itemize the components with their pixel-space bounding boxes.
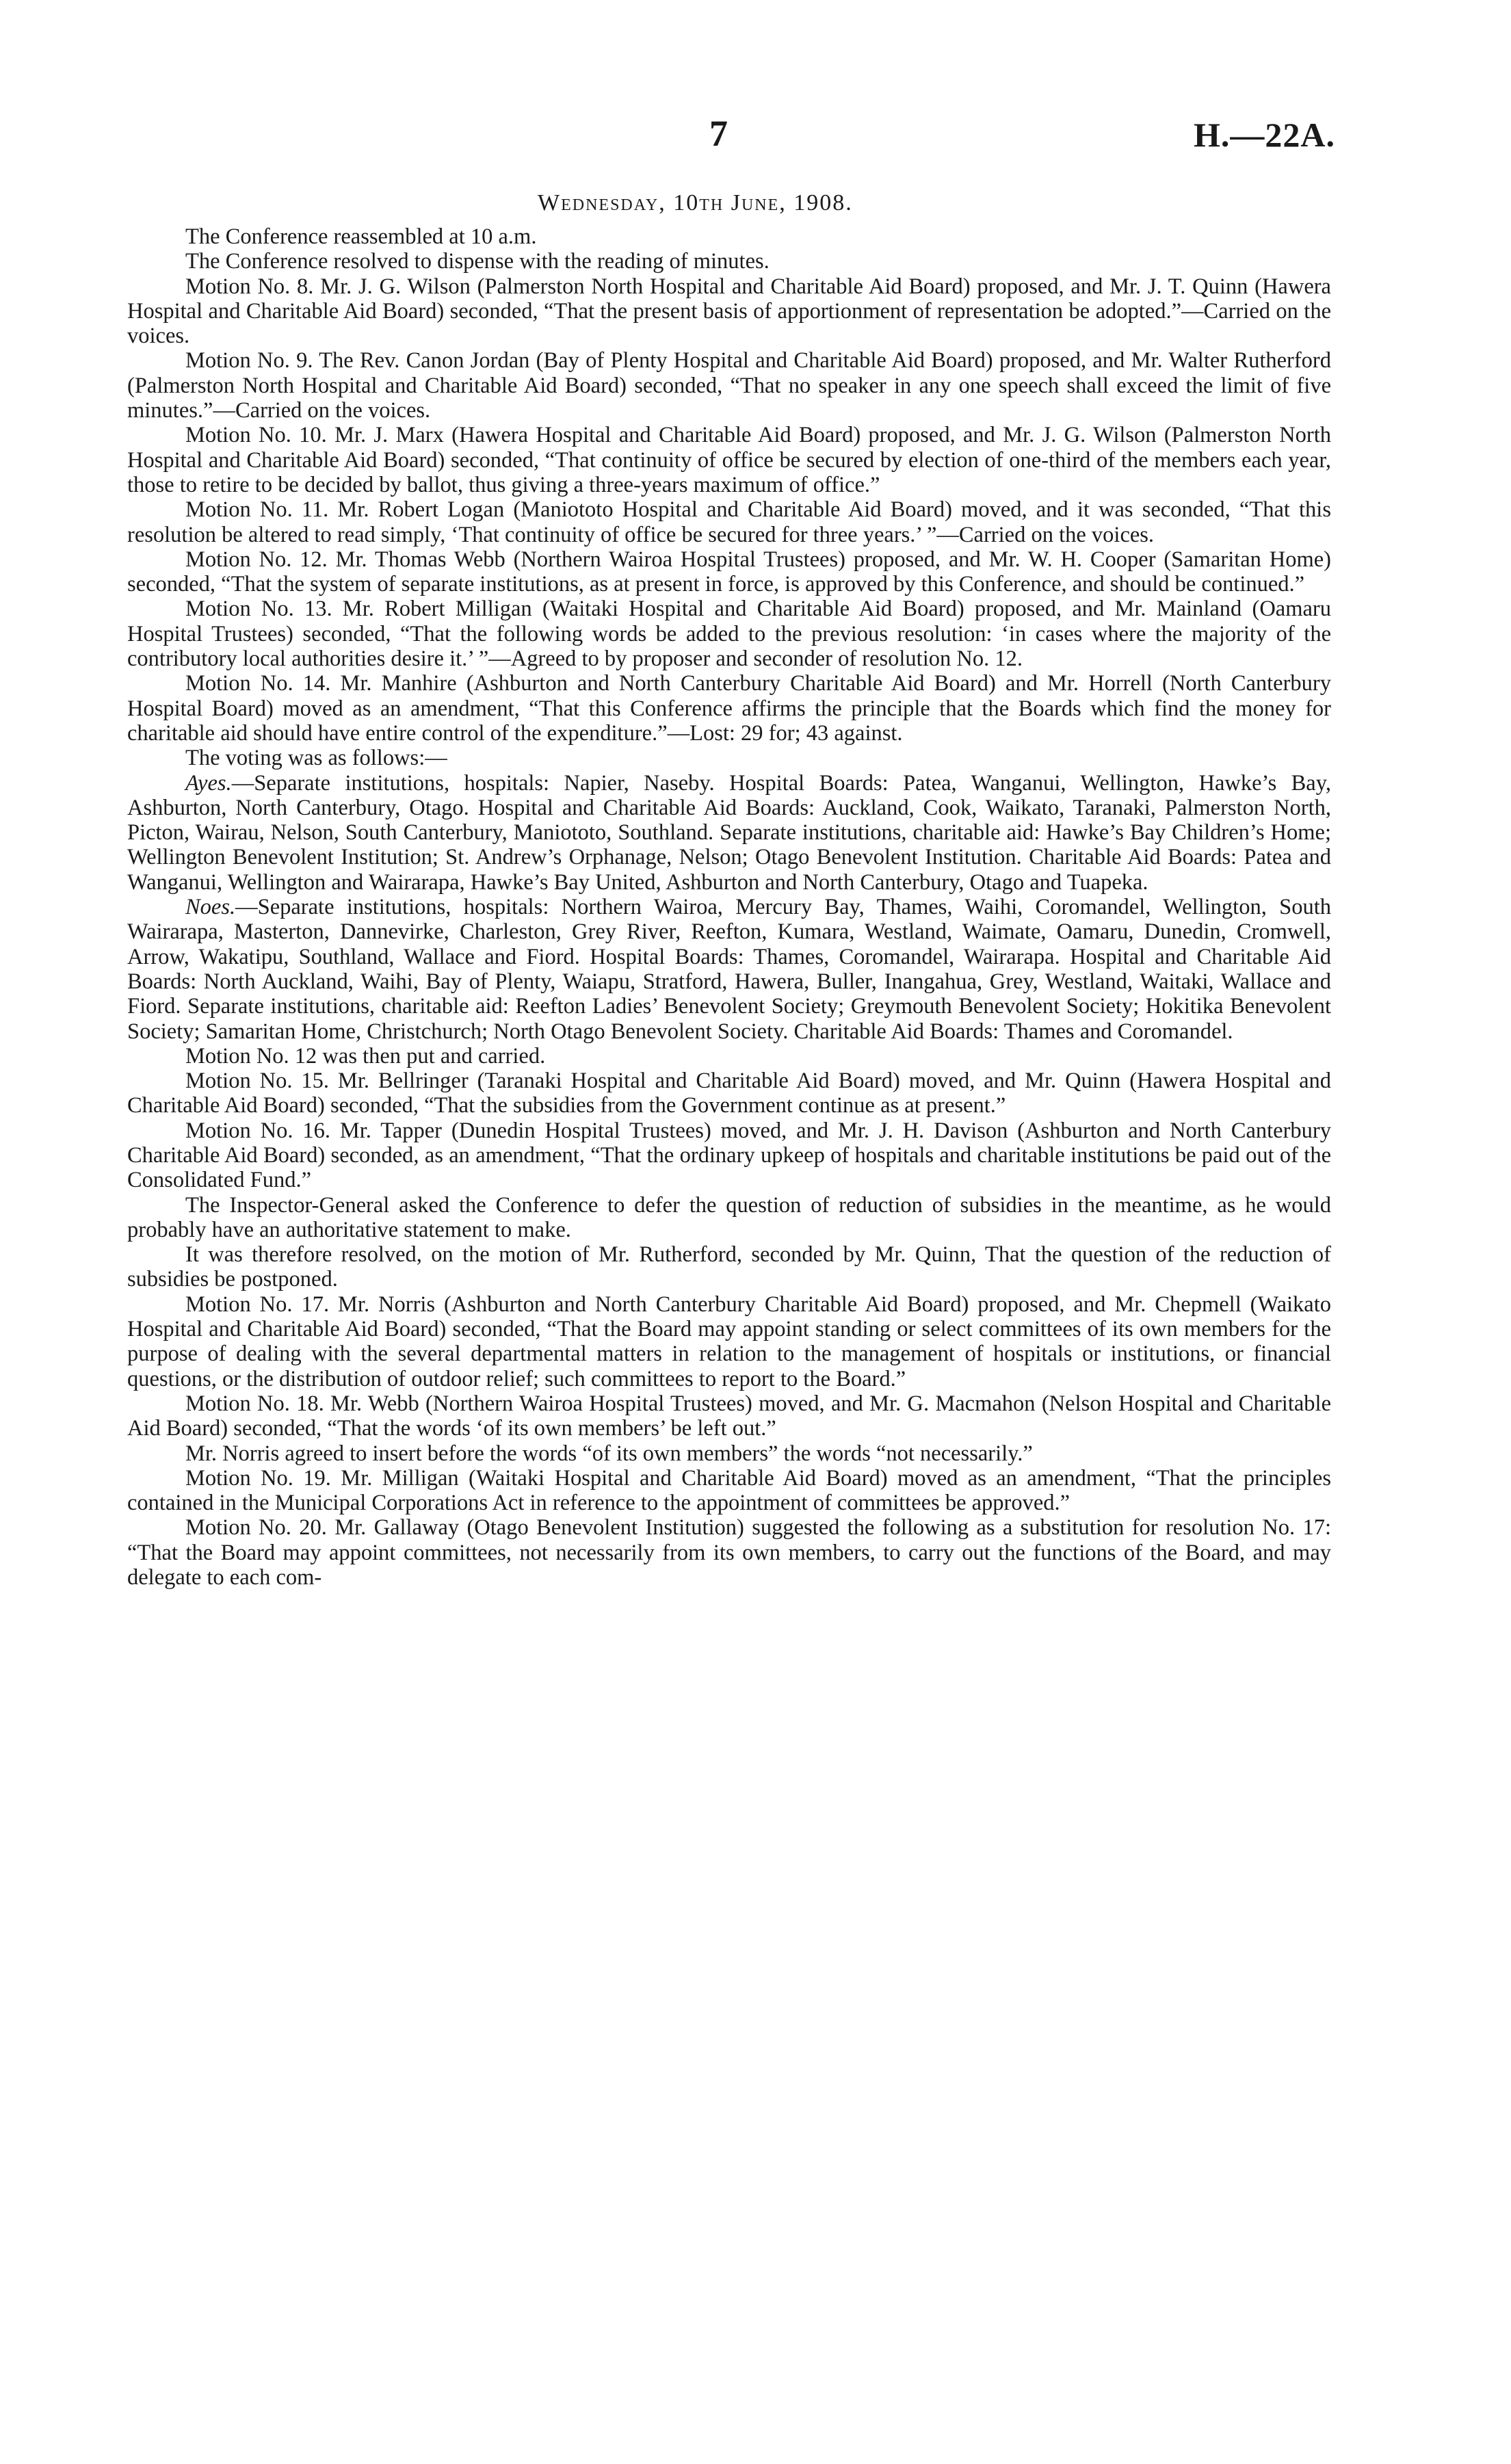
paragraph — [127, 547, 1331, 597]
paragraph-text: The Conference resolved to dispense with the reading of minutes. — [185, 249, 770, 274]
paragraph-text: Motion No. 10. Mr. J. Marx (Hawera Hospital and Charitable Aid Board) proposed, and Mr. J. G. Wilson (Palmerston North Hospital and Charitable Aid Board) seconded, “That continuity of office be secured by election of one-third of the members each year, those to retire to be decided by ballot, thus giving a three-years maximum of office.” — [127, 423, 1331, 497]
paragraph-text: Motion No. 19. Mr. Milligan (Waitaki Hospital and Charitable Aid Board) moved as an amendment, “That the principles contained in the Municipal Corporations Act in reference to the appointment of committees be approved.” — [127, 1465, 1331, 1516]
paragraph — [127, 274, 1331, 349]
paragraph-ayes — [127, 771, 1331, 895]
paragraph — [127, 1193, 1331, 1243]
paragraph — [127, 1441, 1331, 1466]
paragraph-text: The voting was as follows:— — [185, 746, 447, 771]
minutes-body — [127, 224, 1331, 1590]
paragraph-text: Motion No. 15. Mr. Bellringer (Taranaki Hospital and Charitable Aid Board) moved, and Mr. Quinn (Hawera Hospital and Charitable Aid Board) seconded, “That the subsidies from the Government continue as at present.” — [127, 1069, 1331, 1118]
paragraph — [127, 1515, 1331, 1590]
paragraph-text: Motion No. 11. Mr. Robert Logan (Maniototo Hospital and Charitable Aid Board) moved, and it was seconded, “That this resolution be altered to read simply, ‘That continuity of office be secured for three years.’ ”—Carried on the voices. — [127, 497, 1331, 547]
paragraph — [127, 1118, 1331, 1193]
paragraph-text: Motion No. 18. Mr. Webb (Northern Wairoa Hospital Trustees) moved, and Mr. G. Macmahon (Nelson Hospital and Charitable Aid Board) seconded, “That the words ‘of its own members’ be left out.” — [127, 1391, 1331, 1441]
paragraph — [127, 224, 1331, 249]
paragraph — [127, 746, 1331, 770]
paragraph-text: Motion No. 12. Mr. Thomas Webb (Northern Wairoa Hospital Trustees) proposed, and Mr. W. H. Cooper (Samaritan Home) seconded, “That the system of separate institutions, as at present in force, is approved by this Conference, and should be continued.” — [127, 547, 1331, 597]
paragraph-text: Motion No. 14. Mr. Manhire (Ashburton and North Canterbury Charitable Aid Board) and Mr. Horrell (North Canterbury Hospital Board) moved as an amendment, “That this Conference affirms the principle that the Boards which find the money for charitable aid should have entire control of the expenditure.”—Lost: 29 for; 43 against. — [127, 671, 1331, 746]
paragraph-text: The Conference reassembled at 10 a.m. — [185, 224, 537, 249]
page-number: 7 — [709, 113, 728, 154]
paragraph — [127, 1391, 1331, 1441]
paragraph — [127, 423, 1331, 497]
paragraph-text: Motion No. 13. Mr. Robert Milligan (Waitaki Hospital and Charitable Aid Board) proposed, and Mr. Mainland (Oamaru Hospital Trustees) seconded, “That the following words be added to the previous resolution: ‘in cases where the majority of the contributory local authorities desire it.’ ”—Agreed to by proposer and seconder of resolution No. 12. — [127, 597, 1331, 672]
paragraph — [127, 1242, 1331, 1292]
paragraph-text: —Separate institutions, hospitals: Napier, Naseby. Hospital Boards: Patea, Wanganui, Wellington, Hawke’s Bay, Ashburton, North Canterbury, Otago. Hospital and Charitable Aid Boards: Auckland, Cook, Waikato, Taranaki, Palmerston North, Picton, Wairau, Nelson, South Canterbury, Maniototo, Southland. Separate institutions, charitable aid: Hawke’s Bay Children’s Home; Wellington Benevolent Institution; St. Andrew’s Orphanage, Nelson; Otago Benevolent Institution. Charitable Aid Boards: Patea and Wanganui, Wellington and Wairarapa, Hawke’s Bay United, Ashburton and North Canterbury, Otago and Tuapeka. — [127, 770, 1331, 895]
paragraph-text: Motion No. 17. Mr. Norris (Ashburton and North Canterbury Charitable Aid Board) proposed, and Mr. Chepmell (Waikato Hospital and Charitable Aid Board) seconded, “That the Board may appoint standing or select committees of its own members for the purpose of dealing with the several departmental matters in relation to the management of hospitals or institutions, or financial questions, or the distribution of outdoor relief; such committees to report to the Board.” — [127, 1292, 1331, 1391]
paragraph-noes — [127, 895, 1331, 1044]
noes-label: Noes. — [185, 895, 236, 920]
paragraph — [127, 1292, 1331, 1391]
paragraph-text: Mr. Norris agreed to insert before the words “of its own members” the words “not necessarily.” — [185, 1441, 1033, 1466]
paragraph — [127, 1069, 1331, 1118]
paragraph — [127, 1044, 1331, 1069]
ayes-label: Ayes. — [185, 770, 232, 796]
paragraph-text: Motion No. 12 was then put and carried. — [185, 1043, 546, 1069]
page-reference: H.—22A. — [1194, 116, 1335, 154]
paragraph — [127, 348, 1331, 423]
paragraph — [127, 249, 1331, 274]
paragraph — [127, 497, 1331, 547]
paragraph — [127, 597, 1331, 671]
paragraph-text: —Separate institutions, hospitals: Northern Wairoa, Mercury Bay, Thames, Waihi, Coromandel, Wellington, South Wairarapa, Masterton, Dannevirke, Charleston, Grey River, Reefton, Kumara, Westland, Waimate, Oamaru, Dunedin, Cromwell, Arrow, Wakatipu, Southland, Wallace and Fiord. Hospital Boards: Thames, Coromandel, Wairarapa. Hospital and Charitable Aid Boards: North Auckland, Waihi, Bay of Plenty, Waiapu, Stratford, Hawera, Buller, Inangahua, Grey, Westland, Waitaki, Wallace and Fiord. Separate institutions, charitable aid: Reefton Ladies’ Benevolent Society; Greymouth Benevolent Society; Hokitika Benevolent Society; Samaritan Home, Christchurch; North Otago Benevolent Society. Charitable Aid Boards: Thames and Coromandel. — [127, 895, 1331, 1044]
paragraph-text: It was therefore resolved, on the motion of Mr. Rutherford, seconded by Mr. Quinn, That the question of the reduction of subsidies be postponed. — [127, 1242, 1331, 1292]
paragraph-text: Motion No. 20. Mr. Gallaway (Otago Benevolent Institution) suggested the following as a substitution for resolution No. 17: “That the Board may appoint committees, not necessarily from its own members, to carry out the functions of the Board, and may delegate to each com- — [127, 1515, 1331, 1590]
paragraph-text: The Inspector-General asked the Conference to defer the question of reduction of subsidies in the meantime, as he would probably have an authoritative statement to make. — [127, 1192, 1331, 1242]
paragraph-text: Motion No. 9. The Rev. Canon Jordan (Bay of Plenty Hospital and Charitable Aid Board) proposed, and Mr. Walter Rutherford (Palmerston North Hospital and Charitable Aid Board) seconded, “That no speaker in any one speech shall exceed the limit of five minutes.”—Carried on the voices. — [127, 348, 1331, 423]
date-heading: Wednesday, 10th June, 1908. — [538, 190, 853, 215]
paragraph — [127, 671, 1331, 746]
paragraph-text: Motion No. 8. Mr. J. G. Wilson (Palmerston North Hospital and Charitable Aid Board) proposed, and Mr. J. T. Quinn (Hawera Hospital and Charitable Aid Board) seconded, “That the present basis of apportionment of representation be adopted.”—Carried on the voices. — [127, 274, 1331, 349]
paragraph — [127, 1466, 1331, 1516]
paragraph-text: Motion No. 16. Mr. Tapper (Dunedin Hospital Trustees) moved, and Mr. J. H. Davison (Ashburton and North Canterbury Charitable Aid Board) seconded, as an amendment, “That the ordinary upkeep of hospitals and charitable institutions be paid out of the Consolidated Fund.” — [127, 1118, 1331, 1193]
